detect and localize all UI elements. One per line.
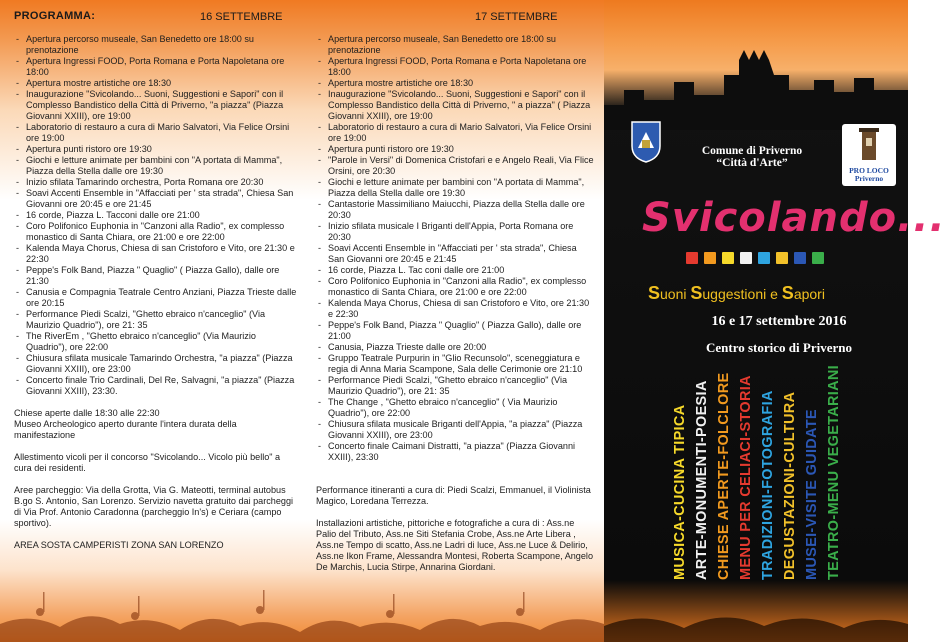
program-17-item: - Canusia, Piazza Trieste dalle ore 20:00	[316, 342, 594, 353]
theme-word: TEATRO-MENU VEGETARIANI	[826, 365, 842, 580]
theme-word: MENU PER CELIACI-STORIA	[738, 375, 754, 580]
color-square	[758, 252, 770, 264]
program-17-item: - Inaugurazione "Svicolando... Suoni, Suggestioni e Sapori" con il Complesso Bandistico della Città di Priverno, " a piazza" ( Piazza Giovanni XXIII), ore 19:00	[316, 89, 594, 122]
theme-word: DEGUSTAZIONI-CULTURA	[782, 391, 798, 580]
color-square	[686, 252, 698, 264]
program-16-item: - Chiusura sfilata musicale Tamarindo Orchestra, "a piazza" (Piazza Giovanni XXIII), ore 23:00	[14, 353, 299, 375]
chiese-note: Chiese aperte dalle 18:30 alle 22:30	[14, 408, 160, 418]
color-square	[740, 252, 752, 264]
program-16-item: - Peppe's Folk Band, Piazza " Quaglio" ( Piazza Gallo), dalle ore 21:30	[14, 265, 299, 287]
color-square	[722, 252, 734, 264]
program-16-item: - Apertura Ingressi FOOD, Porta Romana e Porta Napoletana ore 18:00	[14, 56, 299, 78]
program-header	[0, 8, 604, 26]
program-17-item: - Laboratorio di restauro a cura di Mario Salvatori, Via Felice Orsini ore 19:00	[316, 122, 594, 144]
program-17-item: - The Change , "Ghetto ebraico n'canceglio" ( Via Maurizio Quadrio"), ore 22:00	[316, 397, 594, 419]
program-17-item: - "Parole in Versi" di Domenica Cristofari e e Angelo Reali, Via Flice Orsini, ore 20:30	[316, 155, 594, 177]
program-16-list	[14, 34, 299, 397]
theme-word: MUSICA-CUCINA TIPICA	[672, 404, 688, 580]
program-17-item: - Apertura mostre artistiche ore 18:30	[316, 78, 594, 89]
program-16-item: - Apertura percorso museale, San Benedetto ore 18:00 su prenotazione	[14, 34, 299, 56]
performance-note: Performance itineranti a cura di: Piedi Scalzi, Emmanuel, il Violinista Magico, Loredana Terrezza.	[316, 485, 591, 506]
proloco-logo	[842, 124, 896, 186]
program-17-item: - Chiusura sfilata musicale Briganti dell'Appia, "a piazza" (Piazza Giovanni XXIII), ore 23:00	[316, 419, 594, 441]
panel-bottom-decoration	[604, 580, 908, 642]
theme-word: CHIESE APERTE-FOLCLORE	[716, 372, 732, 580]
cover-panel	[604, 0, 946, 642]
subtitle-word-3: apori	[793, 286, 825, 302]
theme-word: ARTE-MONUMENTI-POESIA	[694, 380, 710, 580]
color-square	[812, 252, 824, 264]
program-16-item: - Soavi Accenti Ensemble in "Affacciati per ' sta strada", Chiesa San Giovanni ore 20:45 e ore 21:45	[14, 188, 299, 210]
subtitle-word-1: uoni	[660, 286, 691, 302]
day-17-label: 17 SETTEMBRE	[475, 11, 558, 23]
proloco-line1: PRO LOCO	[849, 166, 889, 175]
subtitle-cap-1: S	[648, 283, 661, 303]
program-16-item: - Canusia e Compagnia Teatrale Centro Anziani, Piazza Trieste dalle ore 20:15	[14, 287, 299, 309]
color-square	[776, 252, 788, 264]
program-17-item: - 16 corde, Piazza L. Tac coni dalle ore 21:00	[316, 265, 594, 276]
priverno-skyline-icon	[604, 20, 908, 130]
comune-crest-icon	[628, 118, 664, 164]
program-16-item: - Inizio sfilata Tamarindo orchestra, Porta Romana ore 20:30	[14, 177, 299, 188]
proloco-text	[842, 167, 896, 183]
theme-word: TRADIZIONI-FOTOGRAFIA	[760, 390, 776, 580]
comune-name: Comune di Priverno	[701, 145, 803, 157]
music-decoration	[0, 572, 604, 642]
program-16-item: - Apertura punti ristoro ore 19:30	[14, 144, 299, 155]
program-16-item: - The RiverEm , "Ghetto ebraico n'canceglio" (Via Maurizio Quadrio"), ore 22:00	[14, 331, 299, 353]
event-title: Svicolando...	[642, 195, 946, 241]
parcheggio-note: Aree parcheggio: Via della Grotta, Via G. Mateotti, terminal autobus B.go S. Antonio, San Lorenzo. Servizio navetta gratuito dai parcheggi di Via Prof. Antonio Caradonna (parcheggio In's) e Ceriara (campo sportivo).	[14, 485, 294, 528]
color-square	[704, 252, 716, 264]
comune-motto: “Città d'Arte”	[716, 157, 788, 169]
program-17-list	[316, 34, 594, 463]
program-17-item: - Soavi Accenti Ensemble in "Affacciati per ' sta strada", Chiesa San Giovanni ore 20:45 e 21:45	[316, 243, 594, 265]
program-16-item: - Apertura mostre artistiche ore 18:30	[14, 78, 299, 89]
installazioni-note: Installazioni artistiche, pittoriche e fotografiche a cura di : Ass.ne Palio del Tributo, Ass.ne Siti Stefania Crobe, Ass.ne Arte Libera , Ass.ne Tempo di scatto, Ass.ne Ladri di luce, Ass.ne Luce & Delirio, Ass.ne Ikon Frame, Alessandra Montesi, Roberta Scampone, Angelo De Marchis, Lucia Stirpe, Annarina Giordani.	[316, 518, 594, 572]
program-17-item: - Concerto finale Caimani Distratti, "a piazza" (Piazza Giovanni XXIII), 23:30	[316, 441, 594, 463]
subtitle-cap-3: S	[781, 283, 794, 303]
program-17-column	[316, 34, 594, 573]
program-17-item: - Apertura punti ristoro ore 19:30	[316, 144, 594, 155]
program-17-item: - Inizio sfilata musicale I Briganti dell'Appia, Porta Romana ore 20:30	[316, 221, 594, 243]
program-17-item: - Peppe's Folk Band, Piazza " Quaglio" ( Piazza Gallo), dalle ore 21:00	[316, 320, 594, 342]
program-17-item: - Apertura Ingressi FOOD, Porta Romana e Porta Napoletana ore 18:00	[316, 56, 594, 78]
program-17-item: - Giochi e letture animate per bambini con "A portata di Mamma", Piazza della Stella dalle ore 19:30	[316, 177, 594, 199]
program-16-item: - Performance Piedi Scalzi, "Ghetto ebraico n'canceglio" (Via Maurizio Quadrio"), ore 21: 35	[14, 309, 299, 331]
event-place: Centro storico di Priverno	[706, 340, 852, 355]
programma-label: PROGRAMMA:	[14, 10, 96, 22]
subtitle-word-2: uggestioni e	[702, 286, 782, 302]
program-16-item: - Coro Polifonico Euphonia in "Canzoni alla Radio", ex complesso monastico di Santa Chiara, ore 21:00 e ore 22:00	[14, 221, 299, 243]
program-17-item: - Kalenda Maya Chorus, Chiesa di san Cristoforo e Vito, ore 21:30 e 22:30	[316, 298, 594, 320]
program-17-item: - Coro Polifonico Euphonia in "Canzoni alla Radio", ex complesso monastico di Santa Chiara, ore 21:00 e ore 22:00	[316, 276, 594, 298]
comune-label	[682, 145, 822, 169]
subtitle-cap-2: S	[690, 283, 703, 303]
program-16-column	[14, 34, 299, 551]
event-subtitle	[648, 283, 888, 304]
program-16-item: - Concerto finale Trio Cardinali, Del Re, Salvagni, "a piazza" (Piazza Giovanni XXIII), 23:30.	[14, 375, 299, 397]
theme-word: MUSEI-VISITE GUIDATE	[804, 409, 820, 580]
color-square	[794, 252, 806, 264]
color-squares	[686, 252, 824, 264]
allestimento-note: Allestimento vicoli per il concorso "Svicolando... Vicolo più bello" a cura dei residenti.	[14, 452, 281, 473]
program-16-item: - Inaugurazione "Svicolando... Suoni, Suggestioni e Sapori" con il Complesso Bandistico della Città di Priverno, "a piazza" (Piazza Giovanni XXIII), ore 19:00	[14, 89, 299, 122]
program-16-item: - Giochi e letture animate per bambini con "A portata di Mamma", Piazza della Stella dalle ore 19:30	[14, 155, 299, 177]
program-16-item: - Laboratorio di restauro a cura di Mario Salvatori, Via Felice Orsini ore 19:00	[14, 122, 299, 144]
proloco-line2: Priverno	[854, 174, 884, 183]
program-17-item: - Performance Piedi Scalzi, "Ghetto ebraico n'canceglio" (Via Maurizio Quadrio"), ore 21: 35	[316, 375, 594, 397]
program-17-item: - Apertura percorso museale, San Benedetto ore 18:00 su prenotazione	[316, 34, 594, 56]
proloco-tower-icon	[842, 124, 896, 164]
program-16-item: - Kalenda Maya Chorus, Chiesa di san Cristoforo e Vito, ore 21:30 e 22:30	[14, 243, 299, 265]
day-16-label: 16 SETTEMBRE	[200, 11, 283, 23]
program-17-item: - Gruppo Teatrale Purpurin in "Glio Recunsolo", sceneggiatura e regia di Anna Maria Scampone, Sala delle Cerimonie ore 21:10	[316, 353, 594, 375]
museo-note: Museo Archeologico aperto durante l'intera durata della manifestazione	[14, 419, 237, 440]
program-17-item: - Cantastorie Massimiliano Maiucchi, Piazza della Stella dalle ore 20:30	[316, 199, 594, 221]
event-dates: 16 e 17 settembre 2016	[711, 314, 847, 329]
sosta-note: AREA SOSTA CAMPERISTI ZONA SAN LORENZO	[14, 540, 224, 550]
program-16-item: - 16 corde, Piazza L. Tacconi dalle ore 21:00	[14, 210, 299, 221]
